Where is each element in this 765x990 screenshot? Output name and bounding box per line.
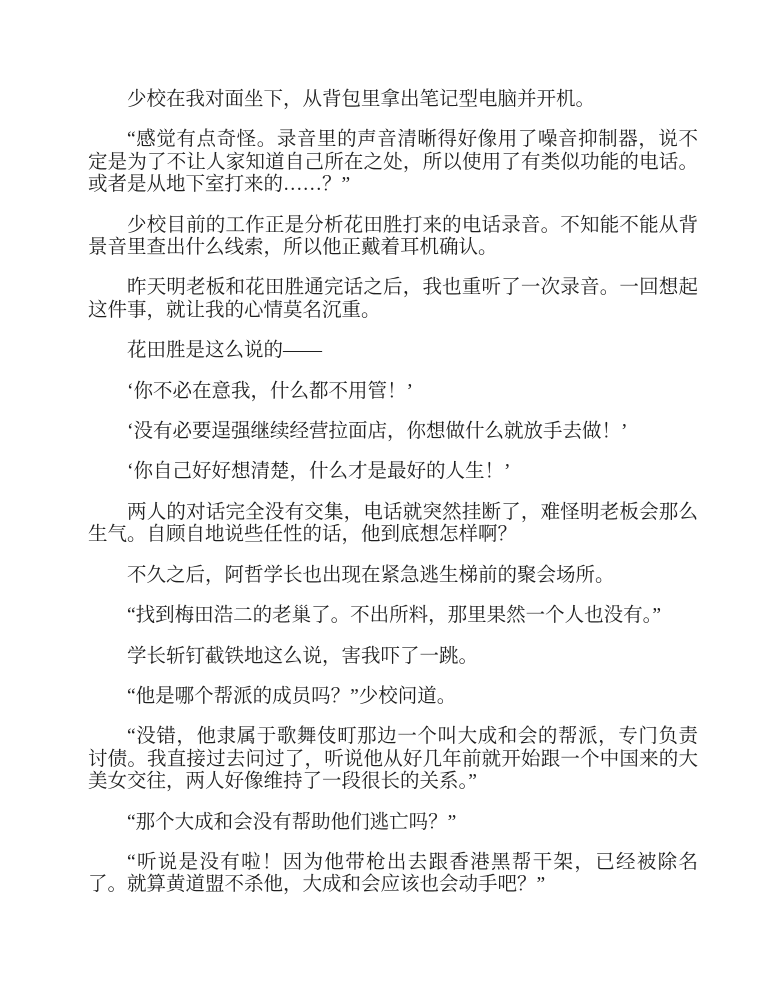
paragraph: “那个大成和会没有帮助他们逃亡吗？”	[127, 811, 457, 833]
text-block	[88, 89, 698, 897]
paragraph: “他是哪个帮派的成员吗？”少校问道。	[127, 685, 457, 707]
paragraph: 少校目前的工作正是分析花田胜打来的电话录音。不知能不能从背景音里查出什么线索，所以他正戴着耳机确认。	[88, 214, 698, 259]
paragraph: “感觉有点奇怪。录音里的声音清晰得好像用了噪音抑制器，说不定是为了不让人家知道自己所在之处，所以使用了有类似功能的电话。或者是从地下室打来的……？”	[88, 129, 698, 196]
paragraph: 昨天明老板和花田胜通完话之后，我也重听了一次录音。一回想起这件事，就让我的心情莫名沉重。	[88, 277, 698, 321]
paragraph: 学长斩钉截铁地这么说，害我吓了一跳。	[127, 645, 479, 667]
paragraph: “找到梅田浩二的老巢了。不出所料，那里果然一个人也没有。”	[127, 605, 662, 627]
paragraph: ‘你自己好好想清楚，什么才是最好的人生！’	[127, 461, 511, 483]
paragraph: ‘没有必要逞强继续经营拉面店，你想做什么就放手去做！’	[127, 421, 628, 443]
paragraph: 花田胜是这么说的——	[127, 340, 323, 362]
paragraph: 不久之后，阿哲学长也出现在紧急逃生梯前的聚会场所。	[127, 564, 615, 586]
paragraph: “没错，他隶属于歌舞伎町那边一个叫大成和会的帮派，专门负责讨债。我直接过去问过了，听说他从好几年前就开始跟一个中国来的大美女交往，两人好像维持了一段很长的关系。”	[88, 726, 698, 793]
paragraph: ‘你不必在意我，什么都不用管！’	[127, 380, 413, 402]
paragraph: 两人的对话完全没有交集，电话就突然挂断了，难怪明老板会那么生气。自顾自地说些任性的话，他到底想怎样啊？	[88, 501, 698, 546]
paragraph: 少校在我对面坐下，从背包里拿出笔记型电脑并开机。	[127, 89, 596, 110]
paragraph: “听说是没有啦！因为他带枪出去跟香港黑帮干架，已经被除名了。就算黄道盟不杀他，大成和会应该也会动手吧？”	[88, 851, 698, 896]
